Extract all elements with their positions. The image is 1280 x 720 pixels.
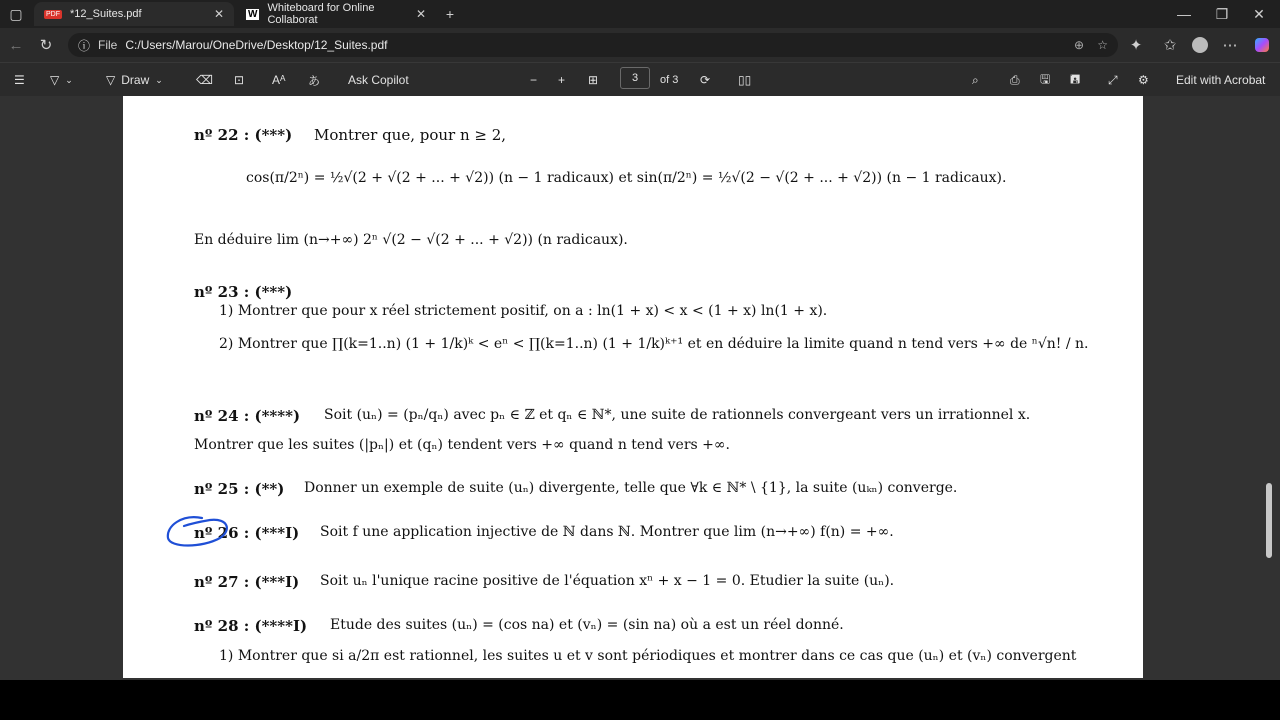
exercise-28-question-1: 1) Montrer que si a/2π est rationnel, les suites u et v sont périodiques et montrer dans ce cas que (uₙ) et (vₙ) convergent (219, 648, 1077, 664)
draw-button[interactable] (106, 70, 163, 90)
highlight-icon[interactable]: ▽ ⌄ (50, 73, 73, 87)
minimize-icon[interactable]: — (1177, 6, 1191, 22)
page-total-label: of 3 (660, 74, 679, 86)
save-as-icon[interactable]: 🖪 (1070, 71, 1081, 86)
pdf-page (123, 96, 1143, 678)
pdf-favicon-icon: PDF (46, 10, 60, 18)
url-scheme-label: File (98, 38, 118, 52)
zoom-in-icon[interactable]: + (558, 73, 566, 87)
draw-label: Draw (121, 73, 150, 87)
page-number-value[interactable]: 3 (620, 67, 650, 89)
copilot-icon[interactable] (1250, 33, 1274, 57)
tab-title: *12_Suites.pdf (70, 8, 142, 20)
contents-icon[interactable]: ☰ (14, 73, 25, 87)
whiteboard-favicon-icon: W (248, 8, 258, 20)
zoom-out-icon[interactable]: − (530, 73, 538, 87)
scrollbar[interactable] (1269, 101, 1277, 671)
exercise-23-heading: nº 23 : (***) (194, 283, 293, 301)
bottom-black-bar (0, 680, 1280, 720)
ink-circle-annotation[interactable] (162, 514, 232, 550)
exercise-23-question-2: 2) Montrer que ∏(k=1..n) (1 + 1/k)ᵏ < eⁿ < ∏(k=1..n) (1 + 1/k)ᵏ⁺¹ et en déduire la limite quand n tend vers +∞ de ⁿ√n! / n. (219, 336, 1089, 352)
print-icon[interactable]: ⎙ (1010, 72, 1020, 87)
favorites-icon[interactable]: ✩ (1163, 37, 1177, 54)
chevron-down-icon[interactable]: ⌄ (155, 74, 163, 85)
tab-suites-pdf[interactable] (34, 2, 234, 26)
back-icon[interactable]: ← (8, 36, 24, 54)
search-icon[interactable]: ⌕ (972, 72, 979, 87)
close-tab-icon[interactable]: ✕ (213, 7, 224, 21)
url-text: C:/Users/Marou/OneDrive/Desktop/12_Suites.pdf (125, 38, 388, 52)
fit-page-icon[interactable]: ⊞ (588, 73, 599, 87)
pdf-toolbar (0, 62, 1280, 96)
exercise-24-heading: nº 24 : (****) (194, 407, 301, 425)
exercise-24-text-1: Soit (uₙ) = (pₙ/qₙ) avec pₙ ∈ ℤ et qₙ ∈ ℕ*, une suite de rationnels convergeant vers un irrationnel x. (324, 407, 1031, 423)
tab-title: Whiteboard for Online Collaborat (267, 2, 375, 26)
exercise-22-text: Montrer que, pour n ≥ 2, (314, 126, 507, 144)
address-bar (0, 28, 1280, 62)
exercise-27-text: Soit uₙ l'unique racine positive de l'équation xⁿ + x − 1 = 0. Etudier la suite (uₙ). (320, 573, 895, 589)
exercise-25-heading: nº 25 : (**) (194, 480, 285, 498)
exercise-22-deduce: En déduire lim (n→+∞) 2ⁿ √(2 − √(2 + ... + √2)) (n radicaux). (194, 232, 628, 248)
exercise-25-text: Donner un exemple de suite (uₙ) divergente, telle que ∀k ∈ ℕ* \ {1}, la suite (uₖₙ) converge. (304, 480, 958, 496)
profile-avatar-icon[interactable] (1188, 33, 1212, 57)
translate-icon[interactable]: あ (308, 73, 321, 88)
rotate-icon[interactable]: ⟳ (700, 73, 711, 87)
extensions-icon[interactable]: ✦ (1129, 37, 1143, 54)
window-close-icon[interactable]: ✕ (1253, 5, 1265, 22)
exercise-28-text: Etude des suites (uₙ) = (cos na) et (vₙ) = (sin na) où a est un réel donné. (330, 617, 844, 633)
tab-actions-icon[interactable]: ▢ (9, 5, 23, 22)
read-aloud-icon[interactable]: Aᴬ (272, 73, 286, 87)
exercise-22-heading: nº 22 : (***) (194, 126, 293, 144)
page-number-input[interactable] (620, 68, 650, 88)
settings-more-icon[interactable]: ⋯ (1222, 37, 1238, 54)
exercise-26-text: Soit f une application injective de ℕ dans ℕ. Montrer que lim (n→+∞) f(n) = +∞. (320, 524, 894, 540)
refresh-icon[interactable]: ↻ (39, 37, 53, 54)
eraser-icon[interactable]: ⌫ (196, 73, 213, 87)
gear-icon[interactable]: ⚙ (1138, 73, 1149, 87)
restore-icon[interactable]: ❐ (1215, 5, 1229, 22)
exercise-22-formula: cos(π/2ⁿ) = ½√(2 + √(2 + ... + √2)) (n − 1 radicaux) et sin(π/2ⁿ) = ½√(2 − √(2 + ... + √2)) (n − 1 radicaux). (246, 170, 1007, 186)
draw-icon: ▽ (106, 73, 116, 87)
new-tab-icon[interactable]: + (445, 6, 455, 22)
favorite-star-icon[interactable]: ☆ (1097, 38, 1108, 52)
exercise-23-question-1: 1) Montrer que pour x réel strictement positif, on a : ln(1 + x) < x < (1 + x) ln(1 + x). (219, 303, 828, 319)
ask-copilot-button[interactable]: Ask Copilot (348, 73, 409, 87)
fullscreen-icon[interactable]: ⤢ (1108, 72, 1118, 87)
edit-with-acrobat-button[interactable]: Edit with Acrobat (1176, 73, 1266, 87)
text-box-icon[interactable]: ⊡ (234, 73, 245, 87)
close-tab-icon[interactable]: ✕ (415, 7, 426, 21)
exercise-28-heading: nº 28 : (****I) (194, 617, 308, 635)
info-icon: ⓘ (78, 38, 91, 53)
zoom-icon[interactable]: ⊕ (1073, 38, 1084, 52)
tab-whiteboard[interactable] (236, 2, 436, 26)
scrollbar-thumb[interactable] (1266, 483, 1272, 558)
url-field[interactable] (68, 33, 1118, 57)
page-view-icon[interactable]: ▯▯ (738, 73, 752, 87)
browser-tab-bar (0, 0, 1280, 28)
exercise-26-heading: nº 26 : (***I) (194, 524, 300, 542)
exercise-27-heading: nº 27 : (***I) (194, 573, 300, 591)
save-icon[interactable]: 🖫 (1040, 71, 1051, 86)
exercise-24-text-2: Montrer que les suites (|pₙ|) et (qₙ) tendent vers +∞ quand n tend vers +∞. (194, 437, 730, 453)
